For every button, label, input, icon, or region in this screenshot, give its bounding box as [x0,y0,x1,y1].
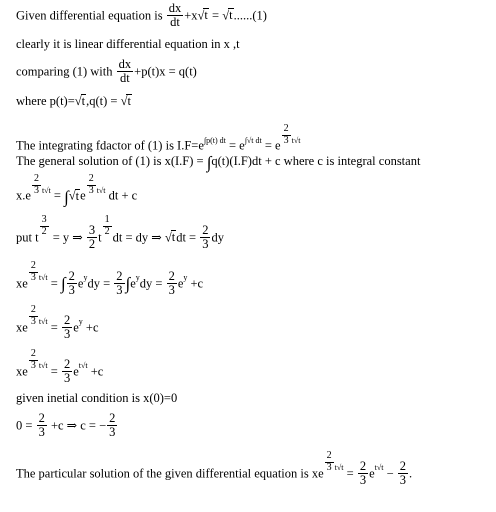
numerator: 2 [202,223,209,237]
integral-symbol: ∫ [125,274,131,294]
exponent: ∫√t dt [244,135,262,145]
numerator: 3 [88,223,96,237]
exponent: y [78,316,83,326]
integral-symbol: ∫ [60,274,66,294]
text: e [369,466,375,481]
denominator: 3 [359,473,367,488]
text: = [47,276,61,291]
line-given-equation [16,2,267,29]
text: t [98,230,102,245]
numerator: 2 [30,304,36,315]
line-linear: clearly it is linear differential equation in x ,t [16,37,240,51]
exponent [28,348,48,371]
line-integration-step [16,260,204,298]
text: dt + c [105,188,138,203]
sqrt-symbol: √ [74,94,82,108]
text: comparing (1) with [16,64,116,79]
text: +p(t)x = q(t) [134,64,197,79]
integral-symbol: ∫ [206,153,212,172]
text: The integrating fdactor of (1) is I.F=e [16,138,204,153]
numerator: 2 [68,269,75,283]
numerator: 2 [33,173,39,184]
line-where [16,94,132,109]
text: = e [261,138,281,153]
numerator: 1 [104,214,110,225]
exponent [102,214,113,237]
radicand: t [127,94,131,108]
text: ......(1) [233,8,267,23]
denominator: 3 [68,283,75,298]
numerator: dx [118,57,132,71]
text: xe [16,364,28,379]
numerator: 2 [283,123,289,134]
numerator: 2 [399,459,407,473]
denominator: 2 [88,237,96,252]
denominator: 2 [104,225,110,237]
line-integrating-factor [16,123,301,153]
sqrt-symbol: √ [164,230,172,245]
numerator: 2 [359,459,367,473]
exponent: t√t [78,360,88,370]
exponent [324,450,344,473]
text: = [50,188,65,203]
numerator: 2 [326,450,332,461]
line-constant [16,412,118,439]
text: where c is integral constant [280,154,421,168]
exponent: y [183,272,188,282]
text: t√t [291,135,301,145]
text: q(t)(I.F)dt + c [211,154,281,168]
text: dy = [87,276,114,291]
text: t√t [96,185,106,195]
sqrt-symbol: √ [197,8,205,23]
fraction-dx-dt [167,2,184,29]
text: e [73,320,79,335]
sqrt-symbol: √ [120,94,128,108]
denominator: 3 [33,184,39,196]
denominator: 3 [283,134,289,146]
text: +c ⇒ c = − [47,418,107,433]
line-result-t [16,348,104,386]
text: = [343,466,357,481]
radicand: t [75,188,80,203]
text: put t [16,230,39,245]
text: Given differential equation is [16,8,166,23]
exponent: y [83,272,88,282]
text: +c [87,364,104,379]
text: = [208,8,223,23]
text: . [409,466,413,481]
text: t√t [38,272,48,282]
radicand: t [171,230,176,245]
text: dt = [176,230,200,245]
fraction [62,358,72,385]
text: +x [184,8,198,23]
exponent: t√t [374,462,384,472]
denominator: 3 [116,283,123,298]
fraction [398,460,408,487]
line-result-y [16,304,99,342]
text: 0 = [16,418,36,433]
numerator: 2 [30,260,36,271]
fraction [67,270,77,297]
text: e [77,276,84,291]
text: xe [16,320,28,335]
fraction [200,224,210,251]
sqrt-symbol: √ [68,188,76,203]
text: +c [82,320,99,335]
text: dy = [139,276,166,291]
text: e [130,276,136,291]
line-substitution [16,214,224,252]
radicand: t [81,94,86,108]
text: = y ⇒ [49,230,86,245]
exponent: ∫p(t) dt [203,135,226,145]
fraction [37,412,47,439]
numerator: 2 [30,348,36,359]
text: e [177,276,184,291]
exponent [28,304,48,327]
line-xe-integral [16,173,138,207]
numerator: 2 [88,173,94,184]
line-initial-condition: given inetial condition is x(0)=0 [16,391,178,405]
exponent [39,214,50,237]
fraction [114,270,124,297]
text: dt = dy ⇒ [112,230,165,245]
text: e [80,188,86,203]
text: − [383,466,397,481]
fraction [107,412,117,439]
text: x.e [16,188,31,203]
radicand: t [204,8,208,23]
text: t√t [38,316,48,326]
denominator: 3 [88,184,94,196]
numerator: 2 [168,269,175,283]
text: The general solution of (1) is x(I.F) = [16,154,207,168]
text: e [73,364,79,379]
fraction [87,224,97,251]
text: The particular solution of the given differential equation is xe [16,466,324,481]
sqrt-symbol: √ [222,8,230,23]
denominator: 3 [30,271,36,283]
fraction-dx-dt [117,58,134,85]
denominator: 3 [202,237,209,252]
text: = e [225,138,245,153]
text: where p(t)= [16,94,75,108]
denominator: 2 [41,225,47,237]
denominator: dt [170,15,180,30]
denominator: 3 [399,473,407,488]
numerator: 2 [38,411,45,425]
line-general-solution [16,154,420,171]
numerator: dx [168,1,182,15]
line-particular-solution [16,450,413,488]
integral-symbol: ∫ [64,187,69,207]
line-comparing [16,58,197,85]
denominator: 3 [168,283,175,298]
fraction [62,314,72,341]
text: ,q(t) = [86,94,121,108]
text: t√t [38,360,48,370]
numerator: 2 [116,269,123,283]
fraction [167,270,177,297]
numerator: 2 [63,357,71,371]
denominator: 3 [38,425,45,440]
denominator: 3 [30,359,36,371]
denominator: 3 [63,327,71,342]
text: = [47,320,61,335]
text: t√t [334,462,344,472]
denominator: 3 [109,425,116,440]
text: t√t [41,185,51,195]
text: +c [187,276,204,291]
exponent [86,173,106,196]
denominator: 3 [63,371,71,386]
denominator: dt [120,71,130,86]
numerator: 2 [63,313,71,327]
text: dy [211,230,224,245]
exponent [28,260,48,283]
text: xe [16,276,28,291]
denominator: 3 [30,315,36,327]
numerator: 2 [109,411,116,425]
denominator: 3 [326,461,332,473]
exponent: y [135,272,140,282]
exponent [31,173,51,196]
text: = [47,364,61,379]
fraction [358,460,368,487]
exponent [281,123,301,146]
numerator: 3 [41,214,47,225]
radicand: t [229,8,233,23]
